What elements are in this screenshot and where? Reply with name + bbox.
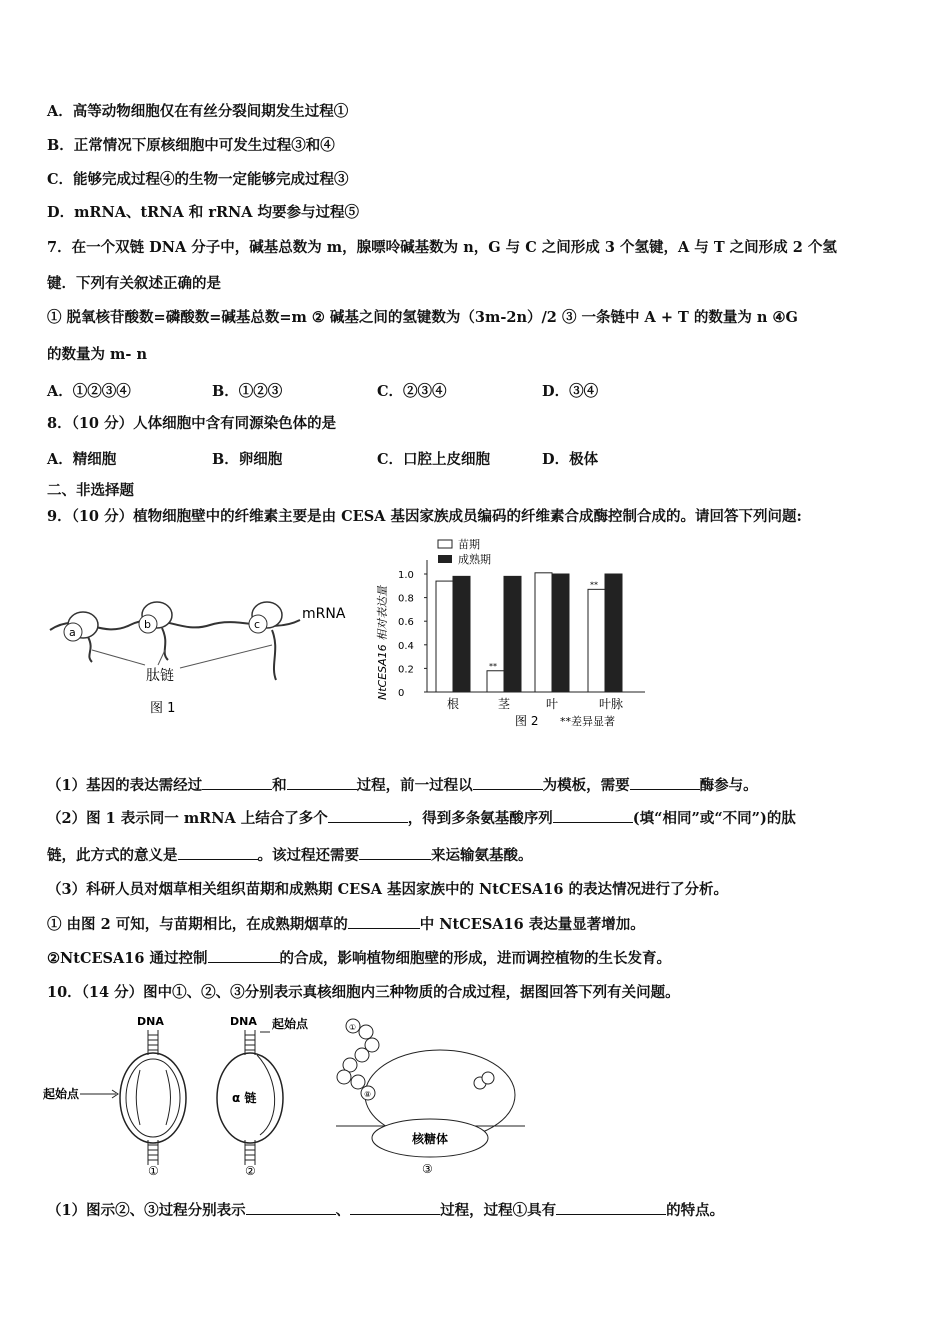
q9-part3-sub2: ②NtCESA16 通过控制 的合成，影响植物细胞壁的形成，进而调控植物的生长发育。 [47,950,671,967]
y-tick-label: 0.2 [398,664,414,676]
svg-text:肽链: 肽链 [146,668,174,684]
ribosome-a [64,612,98,641]
figure-q10-synthesis [40,1010,560,1180]
q10-stem: 10．（14 分）图中①、②、③分别表示真核细胞内三种物质的合成过程，据图回答下列有关问题。 [47,984,680,1001]
svg-text:DNA: DNA [137,1015,164,1028]
q7-option-c: C．②③④ [377,383,447,400]
x-tick-label: 茎 [498,697,511,711]
significance-mark: ** [590,580,598,590]
svg-text:起始点: 起始点 [272,1017,309,1031]
y-tick-label: 0.8 [398,593,414,605]
section-heading: 二、非选择题 [47,482,134,499]
legend-seedling: 苗期 [458,538,480,551]
q6-option-b: B．正常情况下原核细胞中可发生过程③和④ [47,137,335,154]
q7-option-b: B．①②③ [212,383,283,400]
bar-mature [552,574,569,692]
bar-seedling [535,573,552,692]
bar-seedling [436,581,453,692]
q9-part2-cont: 链，此方式的意义是 。该过程还需要 来运输氨基酸。 [47,847,533,864]
ribosome-b [139,602,172,633]
q6-option-d: D．mRNA、tRNA 和 rRNA 均要参与过程⑤ [47,204,360,221]
figure-1-polyribosome [40,590,370,720]
bar-mature [453,576,470,692]
bar-mature [504,576,521,692]
q9-part3: （3）科研人员对烟草相关组织苗期和成熟期 CESA 基因家族中的 NtCESA16 的表达情况进行了分析。 [47,881,729,898]
x-tick-label: 叶脉 [599,697,624,711]
svg-text:①: ① [349,1023,357,1032]
translation-diagram [336,1019,525,1176]
q8-option-c: C．口腔上皮细胞 [377,451,491,468]
bar-seedling [588,589,605,692]
chart-note: **差异显著 [560,715,615,728]
replication-diagram [43,1015,186,1178]
figure-2-chart [360,530,650,730]
significance-mark: ** [489,661,497,671]
q7-statements: ① 脱氧核苷酸数=磷酸数=碱基总数=m ② 碱基之间的氢键数为（3m-2n）/2 ③ 一条链中 A + T 的数量为 n ④G [47,309,798,326]
svg-text:c: c [254,618,261,631]
y-axis-label: NtCESA16 相对表达量 [376,585,389,700]
svg-text:a: a [69,626,76,639]
svg-text:②: ② [245,1164,256,1178]
q6-option-c: C．能够完成过程④的生物一定能够完成过程③ [47,171,349,188]
y-tick-label: 0.4 [398,640,414,652]
q6-option-a: A．高等动物细胞仅在有丝分裂间期发生过程① [47,103,349,120]
q7-stem: 7．在一个双链 DNA 分子中，碱基总数为 m，腺嘌呤碱基数为 n，G 与 C 之间形成 3 个氢键，A 与 T 之间形成 2 个氢 [47,239,837,256]
svg-text:起始点: 起始点 [43,1087,80,1101]
svg-text:⑧: ⑧ [364,1090,372,1099]
q9-part2: （2）图 1 表示同一 mRNA 上结合了多个 ，得到多条氨基酸序列 (填“相同”或“不同”)的肽 [47,810,796,827]
q9-stem: 9．（10 分）植物细胞壁中的纤维素主要是由 CESA 基因家族成员编码的纤维素合成酶控制合成的。请回答下列问题: [47,508,802,525]
legend-swatch-mature [438,555,452,563]
x-tick-label: 根 [447,697,460,711]
q9-part1: （1）基因的表达需经过 和 过程，前一过程以 为模板，需要 酶参与。 [47,777,758,794]
y-tick-label: 1.0 [398,570,414,581]
y-tick-label: 0.6 [398,617,414,629]
svg-text:α 链: α 链 [232,1091,257,1105]
q8-stem: 8．（10 分）人体细胞中含有同源染色体的是 [47,415,337,432]
q8-option-b: B．卵细胞 [212,451,283,468]
svg-text:b: b [144,618,151,631]
svg-text:核糖体: 核糖体 [412,1132,449,1146]
q8-option-d: D．极体 [542,451,599,468]
ribosome-c [249,602,282,633]
q7-stem-cont: 键．下列有关叙述正确的是 [47,275,221,292]
q7-option-d: D．③④ [542,383,599,400]
bar-mature [605,574,622,692]
q7-option-a: A．①②③④ [47,383,131,400]
q7-statements-cont: 的数量为 m- n [47,346,147,363]
svg-text:①: ① [148,1164,159,1178]
svg-text:图 1: 图 1 [150,701,176,716]
chart-title: 图 2 [515,714,539,728]
legend-swatch-seedling [438,540,452,548]
x-tick-label: 叶 [546,697,559,711]
q10-part1: （1）图示②、③过程分别表示 、 过程，过程①具有 的特点。 [47,1202,725,1219]
legend-mature: 成熟期 [458,553,491,566]
svg-text:DNA: DNA [230,1015,257,1028]
q8-option-a: A．精细胞 [47,451,117,468]
svg-text:③: ③ [422,1162,433,1176]
transcription-diagram [217,1015,309,1178]
bar-seedling [487,671,504,692]
svg-text:mRNA: mRNA [302,606,346,622]
q9-part3-sub1: ① 由图 2 可知，与苗期相比，在成熟期烟草的 中 NtCESA16 表达量显著增加。 [47,916,645,933]
y-tick-label: 0 [398,688,405,699]
